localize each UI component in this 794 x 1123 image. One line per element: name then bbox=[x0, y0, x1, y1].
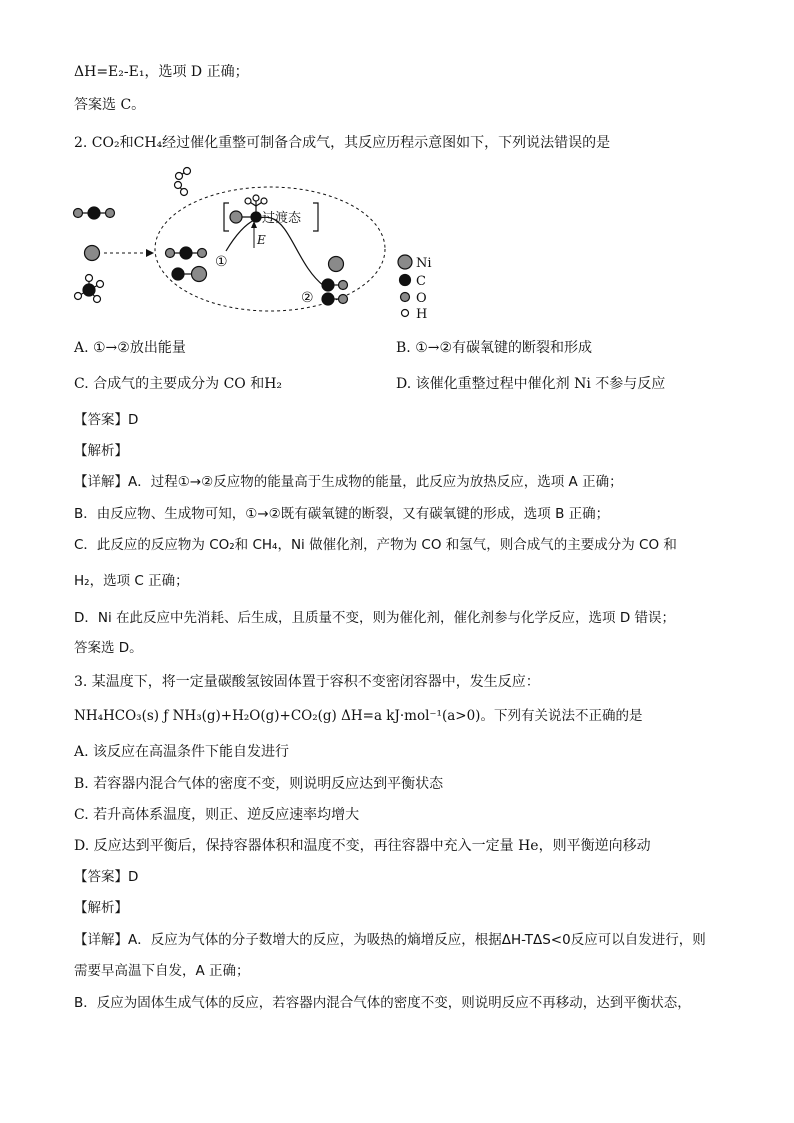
q2-answer: 【答案】D bbox=[74, 412, 139, 428]
legend-o-label: O bbox=[416, 291, 427, 306]
q3-option-d: D. 反应达到平衡后，保持容器体积和温度不变，再往容器中充入一定量 He，则平衡逆向移动 bbox=[74, 838, 651, 854]
legend-c-swatch bbox=[400, 275, 411, 286]
q2-option-d: D. 该催化重整过程中催化剂 Ni 不参与反应 bbox=[396, 376, 666, 392]
ni-atom bbox=[85, 246, 100, 261]
q3-option-c: C. 若升高体系温度，则正、逆反应速率均增大 bbox=[74, 807, 360, 823]
q3-answer: 【答案】D bbox=[74, 869, 139, 885]
step2-molecules bbox=[322, 257, 348, 306]
q3-analysis-heading: 【解析】 bbox=[74, 900, 128, 916]
q1-answer: 答案选 C。 bbox=[74, 97, 146, 113]
q2-detail-c1: C．此反应的反应物为 CO₂和 CH₄，Ni 做催化剂，产物为 CO 和氢气，则合成气的主要成分为 CO 和 bbox=[74, 537, 677, 553]
co2-molecule bbox=[74, 207, 115, 219]
legend-ni-swatch bbox=[398, 255, 412, 269]
h2-molecules bbox=[175, 168, 191, 196]
transition-label: 过渡态 bbox=[262, 211, 302, 226]
q2-detail-c2: H₂，选项 C 正确； bbox=[74, 573, 189, 589]
reaction-diagram bbox=[66, 166, 446, 326]
q3-option-b: B. 若容器内混合气体的密度不变，则说明反应达到平衡状态 bbox=[74, 776, 444, 792]
q2-option-b: B. ①→②有碳氧键的断裂和形成 bbox=[396, 340, 593, 356]
q1-tail-line: ΔH=E₂-E₁，选项 D 正确； bbox=[74, 64, 249, 80]
q3-detail-a2: 需要早高温下自发，A 正确； bbox=[74, 963, 250, 979]
legend-c-label: C bbox=[416, 274, 426, 289]
q3-option-a: A. 该反应在高温条件下能自发进行 bbox=[74, 744, 290, 760]
step1-molecules bbox=[166, 247, 207, 282]
q3-detail-a1: 【详解】A．反应为气体的分子数增大的反应，为吸热的熵增反应，根据ΔH-TΔS<0反应可以自发进行，则 bbox=[74, 932, 706, 948]
q3-equation: NH₄HCO₃(s) ƒ NH₃(g)+H₂O(g)+CO₂(g) ΔH=a kJ·mol⁻¹(a>0)。下列有关说法不正确的是 bbox=[74, 708, 643, 724]
legend-ni-label: Ni bbox=[416, 256, 432, 271]
q2-option-c: C. 合成气的主要成分为 CO 和H₂ bbox=[74, 376, 283, 392]
dashed-arrow bbox=[104, 249, 154, 257]
q3-detail-b: B．反应为固体生成气体的反应，若容器内混合气体的密度不变，则说明反应不再移动，达到平衡状态， bbox=[74, 995, 691, 1011]
step2-label: ② bbox=[301, 290, 314, 306]
q2-option-a: A. ①→②放出能量 bbox=[74, 340, 186, 356]
q2-conclusion: 答案选 D。 bbox=[74, 640, 143, 656]
ch4-molecule bbox=[75, 275, 104, 303]
q3-stem: 3. 某温度下，将一定量碳酸氢铵固体置于容积不变密闭容器中，发生反应： bbox=[74, 674, 540, 690]
legend-h-swatch bbox=[402, 310, 409, 317]
legend bbox=[398, 255, 412, 317]
q2-analysis-heading: 【解析】 bbox=[74, 443, 128, 459]
energy-label: E bbox=[257, 233, 266, 247]
step1-label: ① bbox=[215, 254, 228, 270]
q2-detail-d: D．Ni 在此反应中先消耗、后生成，且质量不变，则为催化剂，催化剂参与化学反应，选项 D 错误； bbox=[74, 610, 676, 626]
legend-o-swatch bbox=[401, 293, 410, 302]
q2-detail-b: B．由反应物、生成物可知，①→②既有碳氧键的断裂，又有碳氧键的形成，选项 B 正确； bbox=[74, 506, 610, 522]
legend-h-label: H bbox=[416, 307, 428, 322]
q2-detail-a: 【详解】A．过程①→②反应物的能量高于生成物的能量，此反应为放热反应，选项 A 正确； bbox=[74, 474, 623, 490]
energy-curve bbox=[226, 217, 324, 286]
q2-stem: 2. CO₂和CH₄经过催化重整可制备合成气，其反应历程示意图如下，下列说法错误的是 bbox=[74, 135, 611, 151]
